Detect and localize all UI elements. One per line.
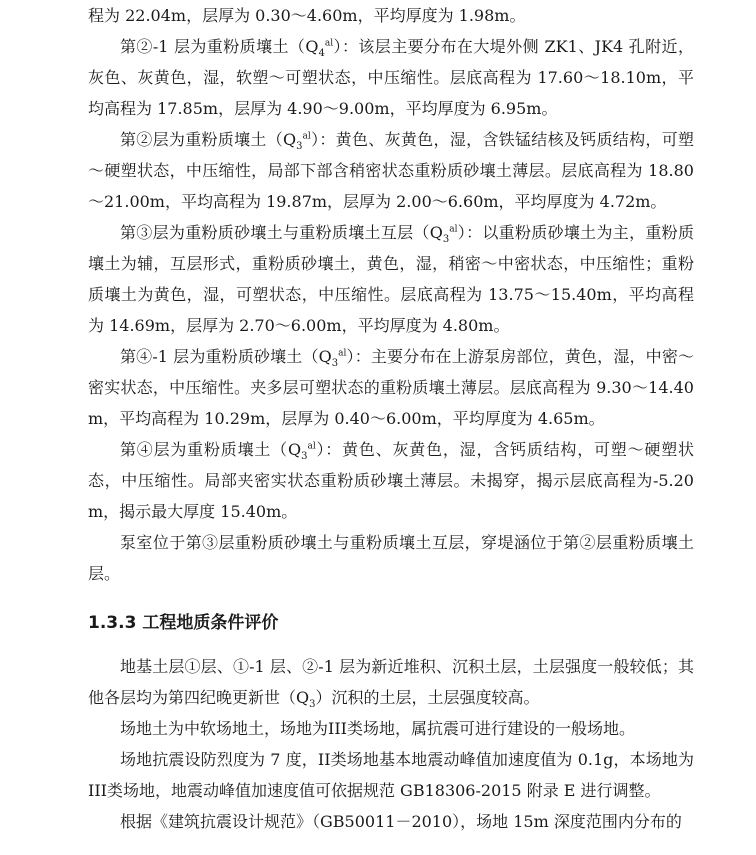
superscript: al	[307, 441, 316, 452]
paragraph-text: ）：主要分布在上游泵房部位，黄色，湿，中密～密实状态，中压缩性。夹多层可塑状态的重粉质壤土薄层。层底高程为 9.30～14.40m，平均高程为 10.29m，层厚为 0.40～6.00m，平均厚度为 4.65m。	[88, 347, 694, 428]
paragraph-text: 第②-1 层为重粉质壤土（Q	[120, 37, 319, 56]
paragraph-layer-4-1	[88, 341, 694, 434]
paragraph-text: 第④-1 层为重粉质砂壤土（Q	[120, 347, 332, 366]
paragraph-text: ）：黄色、灰黄色，湿，含钙质结构，可塑～硬塑状态，中压缩性。局部夹密实状态重粉质砂壤土薄层。未揭穿，揭示层底高程为-5.20m，揭示最大厚度 15.40m。	[88, 440, 694, 521]
superscript: al	[324, 38, 334, 49]
paragraph-layer-3	[88, 217, 694, 341]
paragraph-text: ）：黄色、灰黄色，湿，含铁锰结核及钙质结构，可塑～硬塑状态，中压缩性，局部下部含稍密状态重粉质砂壤土薄层。层底高程为 18.80～21.00m，平均高程为 19.87m，层厚为 2.00～6.60m，平均厚度为 4.72m。	[88, 130, 694, 211]
section-heading: 1.3.3 工程地质条件评价	[88, 613, 279, 633]
subscript: 3	[331, 358, 339, 370]
paragraph-site-class: 场地土为中软场地土，场地为III类场地，属抗震可进行建设的一般场地。	[120, 719, 635, 738]
subscript: 3	[442, 234, 450, 246]
subscript: 3	[296, 141, 303, 153]
paragraph-text: ）沉积的土层，土层强度较高。	[315, 688, 540, 707]
paragraph-layer-2-1	[88, 31, 694, 124]
document-page	[88, 0, 694, 837]
paragraph-continued: 程为 22.04m，层厚为 0.30～4.60m，平均厚度为 1.98m。	[88, 6, 526, 25]
subscript: 4	[318, 48, 325, 60]
paragraph-code-reference: 根据《建筑抗震设计规范》（GB50011－2010），场地 15m 深度范围内分布的	[120, 812, 682, 831]
subscript: 3	[309, 699, 316, 711]
paragraph-text: 第②层为重粉质壤土（Q	[120, 130, 297, 149]
paragraph-layer-2	[88, 124, 694, 217]
subscript: 3	[301, 451, 308, 463]
superscript: al	[449, 224, 458, 235]
paragraph-text: ）：该层主要分布在大堤外侧 ZK1、JK4 孔附近，灰色、灰黄色，湿，软塑～可塑状态，中压缩性。层底高程为 17.60～18.10m，平均高程为 17.85m，层厚为 4.90～9.00m，平均厚度为 6.95m。	[88, 37, 694, 118]
paragraph-text: 第④层为重粉质壤土（Q	[120, 440, 302, 459]
superscript: al	[302, 131, 311, 142]
superscript: al	[338, 348, 347, 359]
paragraph-pump-room: 泵室位于第③层重粉质砂壤土与重粉质壤土互层，穿堤涵位于第②层重粉质壤土层。	[88, 533, 694, 583]
paragraph-layer-4	[88, 434, 694, 527]
paragraph-text: ）：以重粉质砂壤土为主，重粉质壤土为辅，互层形式，重粉质砂壤土，黄色，湿，稍密～中密状态，中压缩性；重粉质壤土为黄色，湿，可塑状态，中压缩性。层底高程为 13.75～15.40m，平均高程为 14.69m，层厚为 2.70～6.00m，平均厚度为 4.80m。	[88, 223, 694, 335]
paragraph-foundation-soil	[88, 651, 694, 713]
paragraph-text: 第③层为重粉质砂壤土与重粉质壤土互层（Q	[120, 223, 443, 242]
paragraph-seismic-intensity: 场地抗震设防烈度为 7 度，II类场地基本地震动峰值加速度值为 0.1g，本场地为III类场地，地震动峰值加速度值可依据规范 GB18306-2015 附录 E 进行调整。	[88, 750, 694, 800]
paragraph-text: 地基土层①层、①-1 层、②-1 层为新近堆积、沉积土层，土层强度一般较低；其他各层均为第四纪晚更新世（Q	[88, 657, 694, 707]
